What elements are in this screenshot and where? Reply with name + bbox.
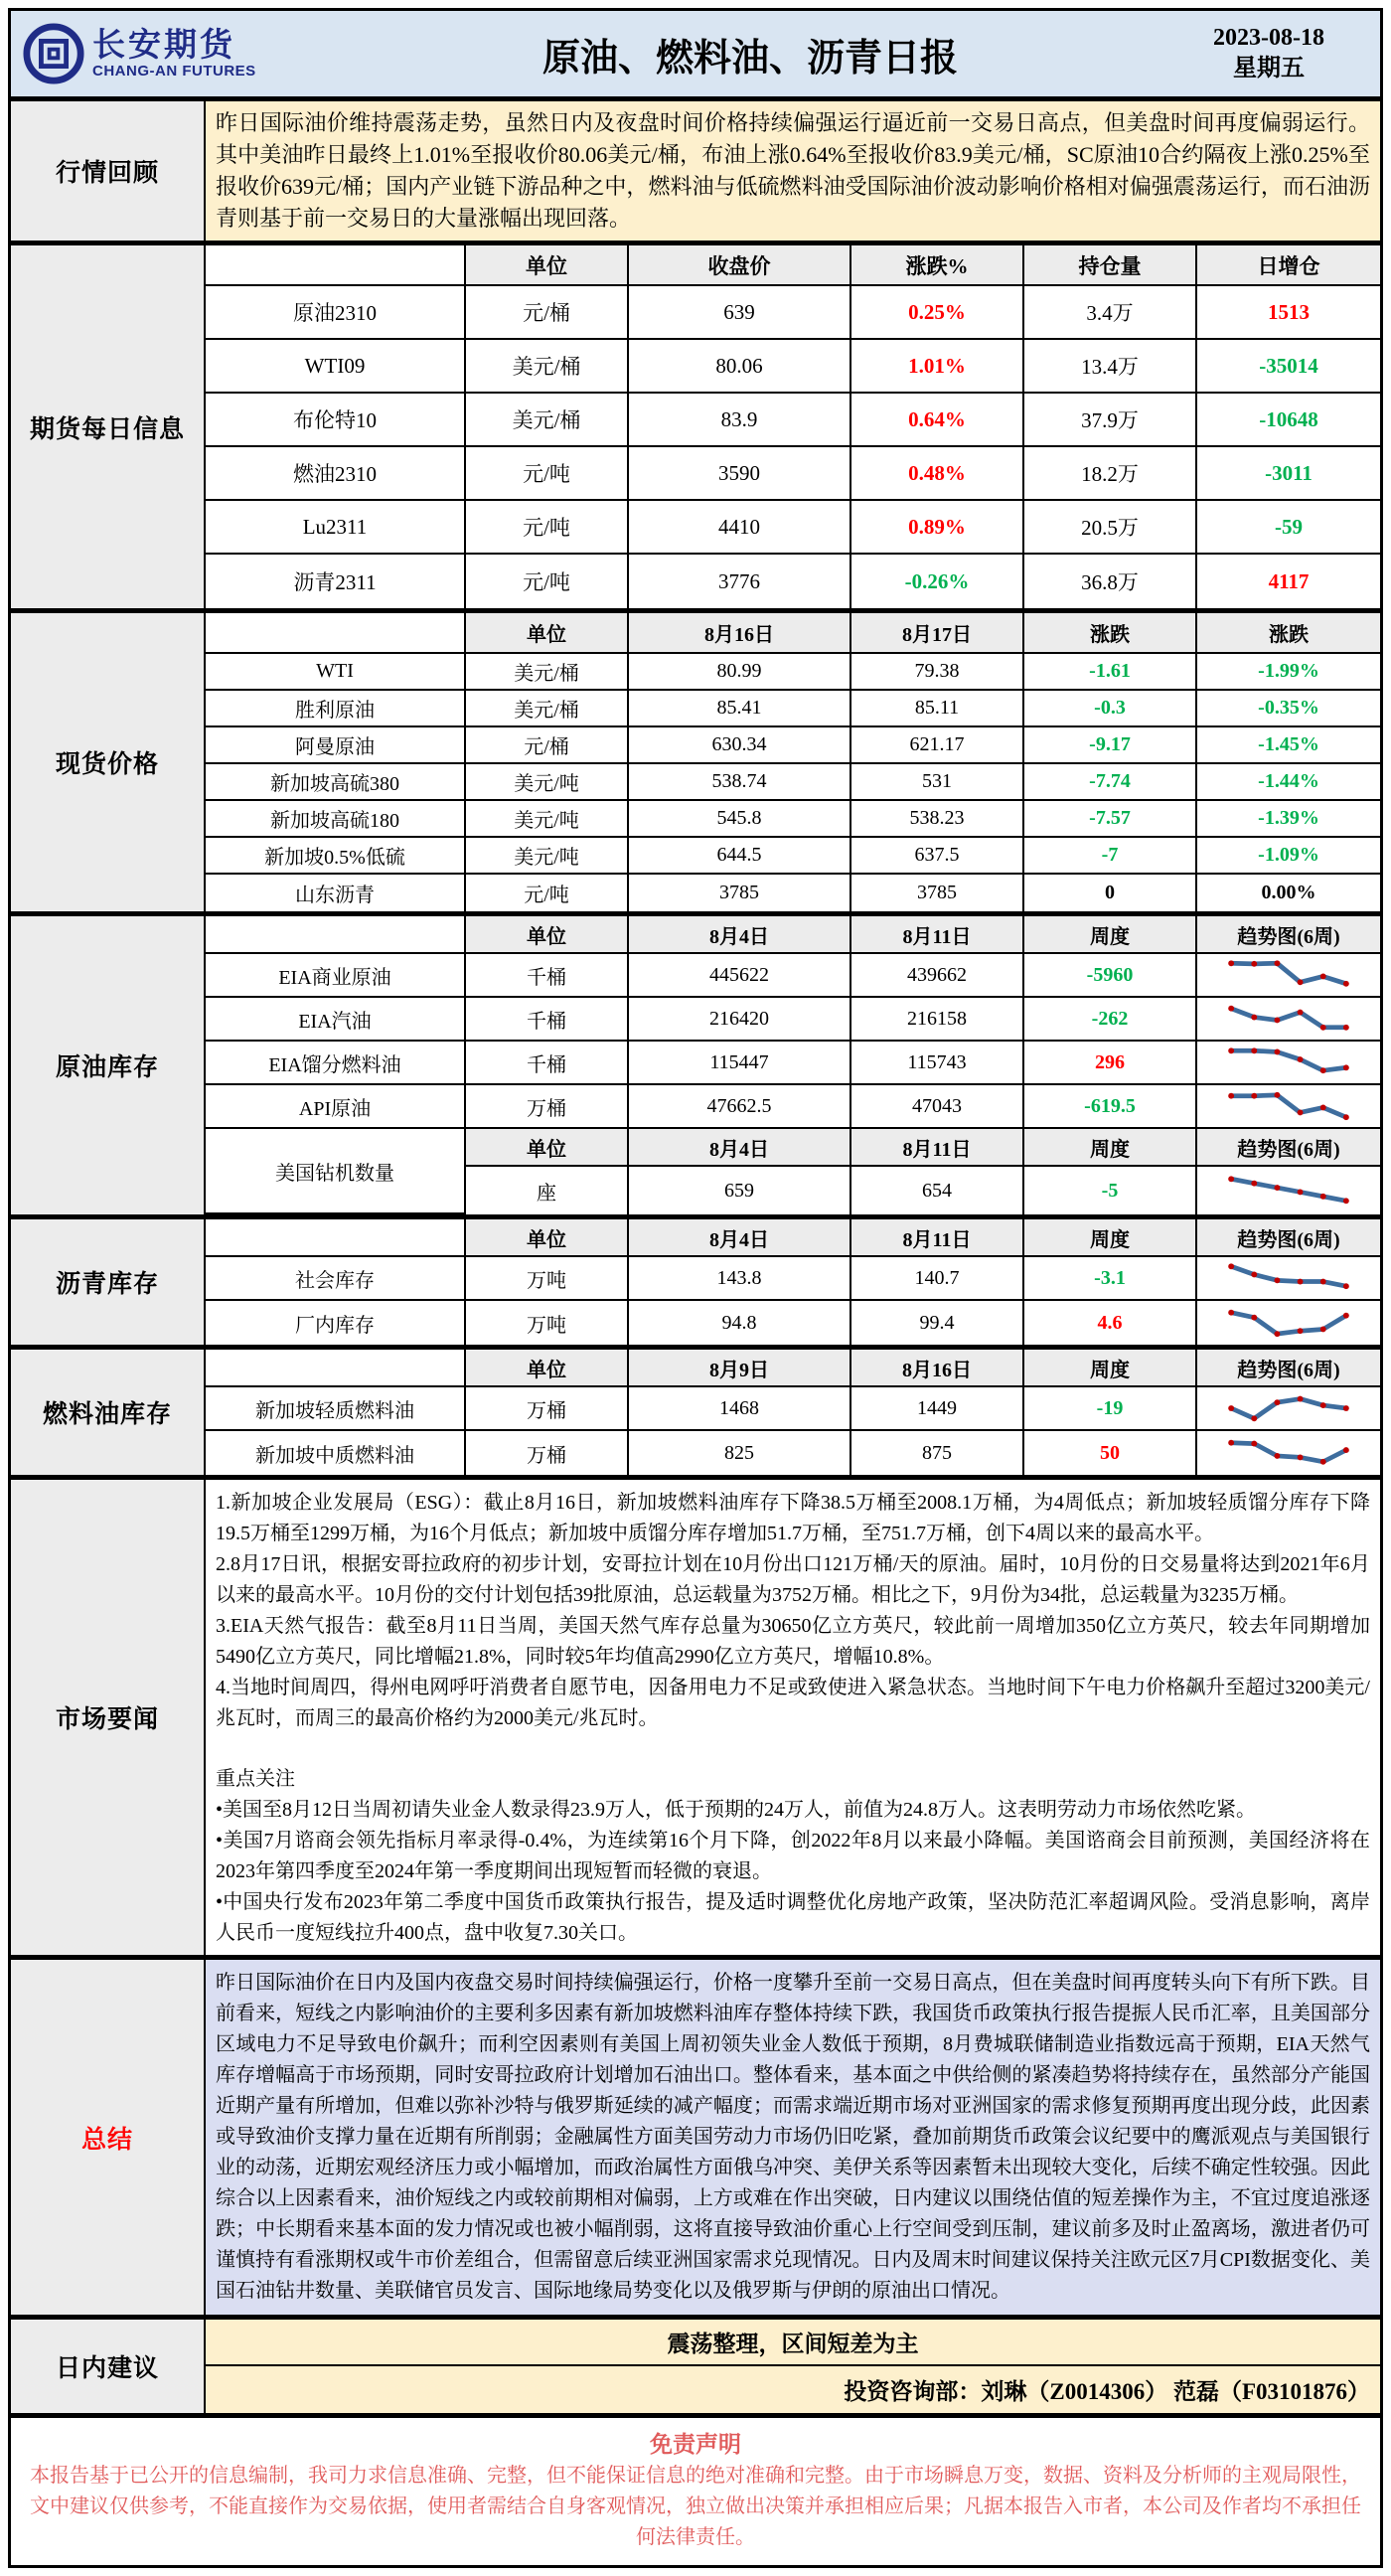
spot-table <box>206 613 1380 911</box>
header-unit: 单位 <box>466 1129 629 1167</box>
unit-cell: 美元/吨 <box>466 764 629 801</box>
oi-change-cell: -59 <box>1197 501 1380 555</box>
market-review-text: 昨日国际油价维持震荡走势，虽然日内及夜盘时间价格持续偏强运行逼近前一交易日高点，但美盘时间再度偏弱运行。其中美油昨日最终上1.01%至报收价80.06美元/桶，布油上涨0.64%至报收价83.9美元/桶，SC原油10合约隔夜上涨0.25%至报收价639元/桶；国内产业链下游品种之中，燃料油与低硫燃料油受国际油价波动影响价格相对偏强震荡运行，而石油沥青则基于前一交易日的大量涨幅出现回落。 <box>206 101 1380 241</box>
table-row <box>206 838 1380 875</box>
header-unit: 单位 <box>466 613 629 654</box>
table-row <box>206 394 1380 447</box>
header-date-2: 8月16日 <box>851 1350 1024 1387</box>
header-blank-cell <box>206 1350 466 1387</box>
unit-cell: 万吨 <box>466 1301 629 1345</box>
instrument-name: WTI <box>206 654 466 691</box>
close-price-cell: 639 <box>629 286 851 340</box>
table-row <box>206 340 1380 394</box>
header-date-1: 8月4日 <box>629 1219 851 1257</box>
focus-item: •美国7月谘商会领先指标月率录得-0.4%，为连续第16个月下降，创2022年8月以来最小降幅。美国谘商会目前预测，美国经济将在2023年第四季度至2024年第一季度期间出现短暂而轻微的衰退。 <box>216 1830 1370 1882</box>
unit-cell: 美元/桶 <box>466 340 629 394</box>
value-week1-cell: 47662.5 <box>629 1085 851 1129</box>
close-price-cell: 4410 <box>629 501 851 555</box>
table-header-row <box>206 1350 1380 1387</box>
close-price-cell: 80.06 <box>629 340 851 394</box>
section-label-spot-prices: 现货价格 <box>11 613 206 911</box>
header-change-pct: 涨跌% <box>851 245 1024 286</box>
value-week1-cell: 825 <box>629 1431 851 1475</box>
value-day1-cell: 545.8 <box>629 801 851 838</box>
instrument-name: 阿曼原油 <box>206 727 466 764</box>
header-unit: 单位 <box>466 1350 629 1387</box>
open-interest-cell: 3.4万 <box>1024 286 1197 340</box>
change-cell: -0.3 <box>1024 691 1197 727</box>
section-summary <box>11 1955 1380 2315</box>
weekly-change-cell: 50 <box>1024 1431 1197 1475</box>
instrument-name: 新加坡高硫380 <box>206 764 466 801</box>
table-row <box>206 801 1380 838</box>
change-cell: -7.57 <box>1024 801 1197 838</box>
header-change: 涨跌 <box>1024 613 1197 654</box>
trend-sparkline <box>1197 1257 1380 1301</box>
table-row <box>206 447 1380 501</box>
value-day2-cell: 79.38 <box>851 654 1024 691</box>
trend-sparkline <box>1197 1085 1380 1129</box>
table-row <box>206 555 1380 608</box>
table-header-row <box>206 613 1380 654</box>
section-spot-prices <box>11 608 1380 911</box>
unit-cell: 万桶 <box>466 1085 629 1129</box>
section-market-news <box>11 1475 1380 1955</box>
value-week1-cell: 94.8 <box>629 1301 851 1345</box>
change-pct-cell: 1.01% <box>851 340 1024 394</box>
value-week1-cell: 1468 <box>629 1387 851 1431</box>
report-date: 2023-08-18 <box>1213 24 1324 51</box>
header-oi-change: 日增仓 <box>1197 245 1380 286</box>
unit-cell: 千桶 <box>466 998 629 1042</box>
change-pct-cell: 0.25% <box>851 286 1024 340</box>
unit-cell: 元/吨 <box>466 447 629 501</box>
change-pct-cell: -1.45% <box>1197 727 1380 764</box>
oi-change-cell: -35014 <box>1197 340 1380 394</box>
focus-item: •中国央行发布2023年第二季度中国货币政策执行报告，提及适时调整优化房地产政策，坚决防范汇率超调风险。受消息影响，离岸人民币一度短线拉升400点，盘中收复7.30关口。 <box>216 1891 1370 1944</box>
rig-header-row <box>466 1129 1380 1167</box>
table-header-row <box>206 916 1380 954</box>
value-day2-cell: 85.11 <box>851 691 1024 727</box>
inventory-name: 新加坡轻质燃料油 <box>206 1387 466 1431</box>
rig-data-row <box>466 1167 1380 1214</box>
header-date-1: 8月16日 <box>629 613 851 654</box>
report-header <box>11 11 1380 96</box>
news-item: 1.新加坡企业发展局（ESG）：截止8月16日，新加坡燃料油库存下降38.5万桶至2008.1万桶，为4周低点；新加坡轻质馏分库存下降19.5万桶至1299万桶，为16个月低点；新加坡中质馏分库存增加51.7万桶，至751.7万桶，创下4周以来的最高水平。 <box>216 1492 1370 1544</box>
header-date-2: 8月17日 <box>851 613 1024 654</box>
section-disclaimer <box>11 2413 1380 2565</box>
header-unit: 单位 <box>466 916 629 954</box>
instrument-name: 山东沥青 <box>206 875 466 911</box>
coin-logo-icon <box>23 23 84 84</box>
value-day2-cell: 538.23 <box>851 801 1024 838</box>
section-crude-inventory <box>11 911 1380 1214</box>
report-page <box>8 8 1383 2568</box>
unit-cell: 美元/吨 <box>466 801 629 838</box>
open-interest-cell: 20.5万 <box>1024 501 1197 555</box>
bitumen-inventory-table <box>206 1219 1380 1345</box>
change-cell: 0 <box>1024 875 1197 911</box>
change-pct-cell: -0.26% <box>851 555 1024 608</box>
close-price-cell: 83.9 <box>629 394 851 447</box>
header-weekly-change: 周度 <box>1024 1350 1197 1387</box>
value-week2-cell: 875 <box>851 1431 1024 1475</box>
trend-sparkline <box>1197 954 1380 998</box>
table-row <box>206 691 1380 727</box>
oi-change-cell: -10648 <box>1197 394 1380 447</box>
header-unit: 单位 <box>466 245 629 286</box>
instrument-name: 布伦特10 <box>206 394 466 447</box>
inventory-name: 新加坡中质燃料油 <box>206 1431 466 1475</box>
unit-cell: 元/吨 <box>466 555 629 608</box>
rig-count-rows <box>466 1129 1380 1214</box>
section-fueloil-inventory <box>11 1345 1380 1475</box>
header-blank-cell <box>206 916 466 954</box>
weekly-change-cell: -5 <box>1024 1167 1197 1214</box>
header-weekly-change: 周度 <box>1024 1219 1197 1257</box>
trend-sparkline <box>1197 1167 1380 1214</box>
section-bitumen-inventory <box>11 1214 1380 1345</box>
header-unit: 单位 <box>466 1219 629 1257</box>
fueloil-inventory-table <box>206 1350 1380 1475</box>
value-day2-cell: 637.5 <box>851 838 1024 875</box>
trend-sparkline <box>1197 998 1380 1042</box>
rig-count-name: 美国钻机数量 <box>206 1129 466 1214</box>
close-price-cell: 3590 <box>629 447 851 501</box>
value-day1-cell: 644.5 <box>629 838 851 875</box>
instrument-name: 胜利原油 <box>206 691 466 727</box>
header-blank-cell <box>206 245 466 286</box>
unit-cell: 元/吨 <box>466 501 629 555</box>
value-day2-cell: 3785 <box>851 875 1024 911</box>
header-close: 收盘价 <box>629 245 851 286</box>
header-blank-cell <box>206 613 466 654</box>
brand-text <box>92 28 256 80</box>
table-row <box>206 1085 1380 1129</box>
change-cell: -7.74 <box>1024 764 1197 801</box>
open-interest-cell: 37.9万 <box>1024 394 1197 447</box>
table-row <box>206 1431 1380 1475</box>
table-row <box>206 954 1380 998</box>
weekly-change-cell: 296 <box>1024 1042 1197 1085</box>
table-row <box>206 875 1380 911</box>
section-intraday-advice <box>11 2315 1380 2413</box>
instrument-name: 新加坡高硫180 <box>206 801 466 838</box>
value-day1-cell: 85.41 <box>629 691 851 727</box>
market-news-text <box>206 1480 1380 1955</box>
change-pct-cell: -1.39% <box>1197 801 1380 838</box>
trend-sparkline <box>1197 1387 1380 1431</box>
table-header-row <box>206 1219 1380 1257</box>
open-interest-cell: 36.8万 <box>1024 555 1197 608</box>
value-week2-cell: 439662 <box>851 954 1024 998</box>
section-label-market-news: 市场要闻 <box>11 1480 206 1955</box>
weekly-change-cell: -5960 <box>1024 954 1197 998</box>
instrument-name: WTI09 <box>206 340 466 394</box>
inventory-name: 厂内库存 <box>206 1301 466 1345</box>
value-day1-cell: 80.99 <box>629 654 851 691</box>
trend-sparkline <box>1197 1301 1380 1345</box>
weekly-change-cell: -19 <box>1024 1387 1197 1431</box>
trend-sparkline <box>1197 1042 1380 1085</box>
instrument-name: 原油2310 <box>206 286 466 340</box>
section-label-fueloil-inventory: 燃料油库存 <box>11 1350 206 1475</box>
value-week2-cell: 654 <box>851 1167 1024 1214</box>
header-date-1: 8月4日 <box>629 1129 851 1167</box>
table-row <box>206 286 1380 340</box>
open-interest-cell: 13.4万 <box>1024 340 1197 394</box>
header-weekly-change: 周度 <box>1024 916 1197 954</box>
unit-cell: 美元/桶 <box>466 394 629 447</box>
value-day1-cell: 630.34 <box>629 727 851 764</box>
oi-change-cell: -3011 <box>1197 447 1380 501</box>
unit-cell: 千桶 <box>466 1042 629 1085</box>
weekly-change-cell: 4.6 <box>1024 1301 1197 1345</box>
value-day2-cell: 621.17 <box>851 727 1024 764</box>
changan-logo <box>23 23 331 84</box>
instrument-name: 燃油2310 <box>206 447 466 501</box>
disclaimer-title: 免责声明 <box>650 2432 741 2457</box>
value-week1-cell: 115447 <box>629 1042 851 1085</box>
report-date-block <box>1169 23 1368 84</box>
table-header-row <box>206 245 1380 286</box>
value-week2-cell: 47043 <box>851 1085 1024 1129</box>
crude-inventory-table <box>206 916 1380 1129</box>
inventory-name: EIA商业原油 <box>206 954 466 998</box>
instrument-name: 沥青2311 <box>206 555 466 608</box>
header-date-1: 8月4日 <box>629 916 851 954</box>
intraday-advice-body <box>206 2320 1380 2413</box>
header-trend-chart: 趋势图(6周) <box>1197 916 1380 954</box>
close-price-cell: 3776 <box>629 555 851 608</box>
table-row <box>206 764 1380 801</box>
change-pct-cell: 0.89% <box>851 501 1024 555</box>
value-week2-cell: 140.7 <box>851 1257 1024 1301</box>
unit-cell: 美元/桶 <box>466 691 629 727</box>
change-cell: -7 <box>1024 838 1197 875</box>
section-label-bitumen-inventory: 沥青库存 <box>11 1219 206 1345</box>
disclaimer-text: 本报告基于已公开的信息编制，我司力求信息准确、完整，但不能保证信息的绝对准确和完整。由于市场瞬息万变，数据、资料及分析师的主观局限性，文中建议仅供参考，不能直接作为交易依据，使用者需结合自身客观情况，独立做出决策并承担相应后果；凡据本报告入市者，本公司及作者均不承担任何法律责任。 <box>30 2465 1361 2548</box>
advice-text: 震荡整理，区间短差为主 <box>206 2320 1380 2366</box>
value-week2-cell: 99.4 <box>851 1301 1024 1345</box>
change-cell: -9.17 <box>1024 727 1197 764</box>
focus-title: 重点关注 <box>216 1768 295 1790</box>
inventory-name: API原油 <box>206 1085 466 1129</box>
unit-cell: 元/桶 <box>466 286 629 340</box>
unit-cell: 万桶 <box>466 1387 629 1431</box>
weekly-change-cell: -262 <box>1024 998 1197 1042</box>
value-week1-cell: 659 <box>629 1167 851 1214</box>
unit-cell: 千桶 <box>466 954 629 998</box>
change-cell: -1.61 <box>1024 654 1197 691</box>
table-row <box>206 727 1380 764</box>
table-row <box>206 998 1380 1042</box>
instrument-name: 新加坡0.5%低硫 <box>206 838 466 875</box>
table-row <box>206 1301 1380 1345</box>
header-weekly-change: 周度 <box>1024 1129 1197 1167</box>
report-weekday: 星期五 <box>1233 56 1305 81</box>
unit-cell: 元/桶 <box>466 727 629 764</box>
value-day2-cell: 531 <box>851 764 1024 801</box>
change-pct-cell: -1.09% <box>1197 838 1380 875</box>
header-date-2: 8月11日 <box>851 1129 1024 1167</box>
change-pct-cell: -1.99% <box>1197 654 1380 691</box>
change-pct-cell: -0.35% <box>1197 691 1380 727</box>
header-trend-chart: 趋势图(6周) <box>1197 1219 1380 1257</box>
unit-cell: 万吨 <box>466 1257 629 1301</box>
change-pct-cell: 0.00% <box>1197 875 1380 911</box>
oi-change-cell: 1513 <box>1197 286 1380 340</box>
instrument-name: Lu2311 <box>206 501 466 555</box>
brand-name-cn: 长安期货 <box>92 26 235 64</box>
value-week2-cell: 115743 <box>851 1042 1024 1085</box>
inventory-name: 社会库存 <box>206 1257 466 1301</box>
section-futures-daily <box>11 241 1380 608</box>
header-open-interest: 持仓量 <box>1024 245 1197 286</box>
change-pct-cell: 0.48% <box>851 447 1024 501</box>
crude-inventory-body <box>206 916 1380 1214</box>
value-day1-cell: 3785 <box>629 875 851 911</box>
value-week1-cell: 216420 <box>629 998 851 1042</box>
value-day1-cell: 538.74 <box>629 764 851 801</box>
value-week2-cell: 1449 <box>851 1387 1024 1431</box>
section-label-crude-inventory: 原油库存 <box>11 916 206 1214</box>
unit-cell: 座 <box>466 1167 629 1214</box>
weekly-change-cell: -619.5 <box>1024 1085 1197 1129</box>
value-week2-cell: 216158 <box>851 998 1024 1042</box>
table-row <box>206 1387 1380 1431</box>
header-date-2: 8月11日 <box>851 916 1024 954</box>
table-row <box>206 501 1380 555</box>
trend-sparkline <box>1197 1431 1380 1475</box>
table-row <box>206 1257 1380 1301</box>
page-title: 原油、燃料油、沥青日报 <box>541 37 958 80</box>
change-pct-cell: -1.44% <box>1197 764 1380 801</box>
weekly-change-cell: -3.1 <box>1024 1257 1197 1301</box>
section-label-market-review: 行情回顾 <box>11 101 206 241</box>
oi-change-cell: 4117 <box>1197 555 1380 608</box>
news-item: 2.8月17日讯，根据安哥拉政府的初步计划，安哥拉计划在10月份出口121万桶/天的原油。届时，10月份的日交易量将达到2021年6月以来的最高水平。10月份的交付计划包括39批原油，总运载量为3752万桶。相比之下，9月份为34批，总运载量为3235万桶。 <box>216 1553 1370 1606</box>
unit-cell: 元/吨 <box>466 875 629 911</box>
header-date-1: 8月9日 <box>629 1350 851 1387</box>
brand-name-en: CHANG-AN FUTURES <box>92 62 256 80</box>
section-label-intraday-advice: 日内建议 <box>11 2320 206 2413</box>
unit-cell: 美元/吨 <box>466 838 629 875</box>
news-item: 4.当地时间周四，得州电网呼吁消费者自愿节电，因备用电力不足或致使进入紧急状态。当地时间下午电力价格飙升至超过3200美元/兆瓦时，而周三的最高价格约为2000美元/兆瓦时。 <box>216 1677 1370 1729</box>
open-interest-cell: 18.2万 <box>1024 447 1197 501</box>
table-row <box>206 1042 1380 1085</box>
summary-text: 昨日国际油价在日内及国内夜盘交易时间持续偏强运行，价格一度攀升至前一交易日高点，但在美盘时间再度转头向下有所下跌。目前看来，短线之内影响油价的主要利多因素有新加坡燃料油库存整体持续下跌，我国货币政策执行报告提振人民币汇率，且美国部分区域电力不足导致电价飙升；而利空因素则有美国上周初领失业金人数低于预期，8月费城联储制造业指数远高于预期，EIA天然气库存增幅高于市场预期，同时安哥拉政府计划增加石油出口。整体看来，基本面之中供给侧的紧凑趋势将持续存在，虽然部分产能国近期产量有所增加，但难以弥补沙特与俄罗斯延续的减产幅度；而需求端近期市场对亚洲国家的需求修复预期再度出现分歧，此因素或导致油价支撑力量在近期有所削弱；金融属性方面美国劳动力市场仍旧吃紧，叠加前期货币政策会议纪要中的鹰派观点与美国银行业的动荡，近期宏观经济压力或小幅增加，而政治属性方面俄乌冲突、美伊关系等因素暂未出现较大变化，后续不确定性较强。因此综合以上因素看来，油价短线之内或较前期相对偏弱，上方或难在作出突破，日内建议以围绕估值的短差操作为主，不宜过度追涨逐跌；中长期看来基本面的发力情况或也被小幅削弱，这将直接导致油价重心上行空间受到压制，建议前多及时止盈离场，激进者仍可谨慎持有看涨期权或牛市价差组合，但需留意后续亚洲国家需求兑现情况。日内及周末时间建议保持关注欧元区7月CPI数据变化、美国石油钻井数量、美联储官员发言、国际地缘局势变化以及俄罗斯与伊朗的原油出口情况。 <box>206 1960 1380 2315</box>
header-date-2: 8月11日 <box>851 1219 1024 1257</box>
header-trend-chart: 趋势图(6周) <box>1197 1350 1380 1387</box>
inventory-name: EIA汽油 <box>206 998 466 1042</box>
section-market-review <box>11 96 1380 241</box>
spacer <box>216 1734 1370 1764</box>
change-pct-cell: 0.64% <box>851 394 1024 447</box>
rig-count-block <box>206 1129 1380 1214</box>
unit-cell: 万桶 <box>466 1431 629 1475</box>
header-trend-chart: 趋势图(6周) <box>1197 1129 1380 1167</box>
table-row <box>206 654 1380 691</box>
news-item: 3.EIA天然气报告：截至8月11日当周，美国天然气库存总量为30650亿立方英尺，较此前一周增加350亿立方英尺，较去年同期增加5490亿立方英尺，同比增幅21.8%，同时较5年均值高2990亿立方英尺，增幅10.8%。 <box>216 1615 1370 1668</box>
futures-table <box>206 245 1380 608</box>
focus-item: •美国至8月12日当周初请失业金人数录得23.9万人，低于预期的24万人，前值为24.8万人。这表明劳动力市场依然吃紧。 <box>216 1799 1257 1821</box>
header-blank-cell <box>206 1219 466 1257</box>
value-week1-cell: 445622 <box>629 954 851 998</box>
unit-cell: 美元/桶 <box>466 654 629 691</box>
advisory-department: 投资咨询部：刘琳（Z0014306） 范磊（F03101876） <box>206 2366 1380 2413</box>
value-week1-cell: 143.8 <box>629 1257 851 1301</box>
inventory-name: EIA馏分燃料油 <box>206 1042 466 1085</box>
section-label-futures-daily: 期货每日信息 <box>11 245 206 608</box>
header-change-pct: 涨跌 <box>1197 613 1380 654</box>
section-label-summary: 总结 <box>11 1960 206 2315</box>
